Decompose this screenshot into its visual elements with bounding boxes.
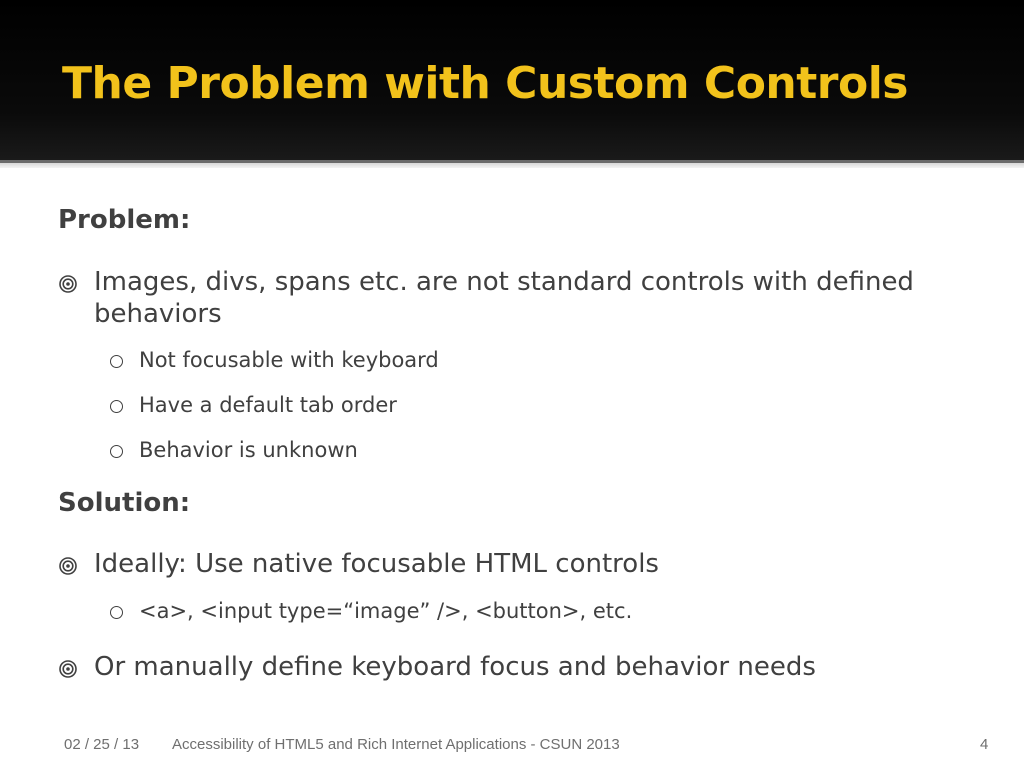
solution-bullet: [58, 651, 938, 683]
problem-subitem-text: Behavior is unknown: [139, 438, 358, 462]
hollow-circle-bullet-icon: [110, 400, 123, 413]
problem-subitem-text: Not focusable with keyboard: [139, 348, 439, 372]
problem-subitem: [108, 391, 928, 419]
concentric-circle-bullet-icon: [58, 556, 78, 576]
problem-subitem: [108, 436, 928, 464]
hollow-circle-bullet-icon: [110, 355, 123, 368]
solution-heading: Solution:: [58, 488, 191, 518]
footer-date: 02 / 25 / 13: [64, 736, 140, 753]
solution-bullet-text: Ideally: Use native focusable HTML controls: [94, 549, 659, 579]
slide-number: 4: [980, 736, 989, 753]
problem-subitem: [108, 346, 928, 374]
concentric-circle-bullet-icon: [58, 659, 78, 679]
concentric-circle-bullet-icon: [58, 274, 78, 294]
hollow-circle-bullet-icon: [110, 445, 123, 458]
problem-heading: Problem:: [58, 205, 191, 235]
solution-subitem: [108, 597, 928, 625]
solution-bullet: [58, 548, 938, 580]
problem-subitem-text: Have a default tab order: [139, 393, 397, 417]
problem-bullet: [58, 266, 938, 330]
slide-title: The Problem with Custom Controls: [62, 58, 908, 109]
hollow-circle-bullet-icon: [110, 606, 123, 619]
problem-bullet-text: Images, divs, spans etc. are not standard controls with defined behaviors: [94, 267, 914, 329]
solution-bullet-text: Or manually define keyboard focus and behavior needs: [94, 652, 816, 682]
solution-subitem-text: <a>, <input type=“image” />, <button>, etc.: [139, 599, 633, 623]
footer-caption: Accessibility of HTML5 and Rich Internet Applications - CSUN 2013: [172, 736, 620, 753]
